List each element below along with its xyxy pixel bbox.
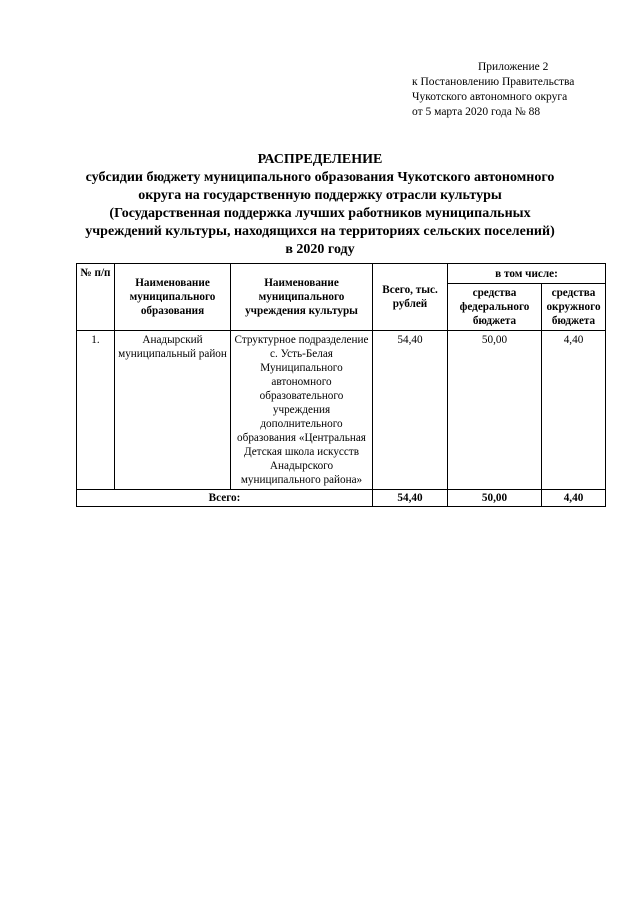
row-total: 54,40: [373, 331, 448, 490]
appendix-line-2: к Постановлению Правительства: [412, 76, 575, 88]
table-row: [77, 331, 606, 490]
header-institution: Наименование муниципального учреждения культуры: [231, 264, 373, 331]
row-institution: Структурное подразделение с. Усть-Белая Муниципального автономного образовательного учреждения дополнительного образования «Центральная Детская школа искусств Анадырского муниципального района»: [231, 331, 373, 490]
totals-district: 4,40: [542, 490, 606, 507]
title-line-5: учреждений культуры, находящихся на территориях сельских поселений): [85, 224, 555, 239]
header-district: средства окружного бюджета: [542, 284, 606, 331]
title-line-2: субсидии бюджету муниципального образования Чукотского автономного: [85, 170, 555, 185]
totals-row: [77, 490, 606, 507]
row-district: 4,40: [542, 331, 606, 490]
row-municipality: Анадырский муниципальный район: [115, 331, 231, 490]
appendix-block: [412, 60, 622, 120]
title-line-3: округа на государственную поддержку отрасли культуры: [138, 188, 502, 203]
totals-total: 54,40: [373, 490, 448, 507]
totals-label: Всего:: [77, 490, 373, 507]
title-line-6: в 2020 году: [285, 242, 355, 257]
distribution-table: [76, 263, 606, 507]
header-including: в том числе:: [448, 264, 606, 284]
totals-federal: 50,00: [448, 490, 542, 507]
document-title: [60, 151, 580, 259]
row-num: 1.: [77, 331, 115, 490]
title-line-4: (Государственная поддержка лучших работников муниципальных: [109, 206, 531, 221]
header-municipality: Наименование муниципального образования: [115, 264, 231, 331]
header-federal: средства федерального бюджета: [448, 284, 542, 331]
appendix-line-4: от 5 марта 2020 года № 88: [412, 106, 541, 118]
header-total: Всего, тыс. рублей: [373, 264, 448, 331]
header-num: № п/п: [77, 264, 115, 331]
appendix-line-3: Чукотского автономного округа: [412, 91, 568, 103]
appendix-line-1: Приложение 2: [478, 61, 549, 73]
title-line-1: РАСПРЕДЕЛЕНИЕ: [257, 152, 383, 167]
row-federal: 50,00: [448, 331, 542, 490]
